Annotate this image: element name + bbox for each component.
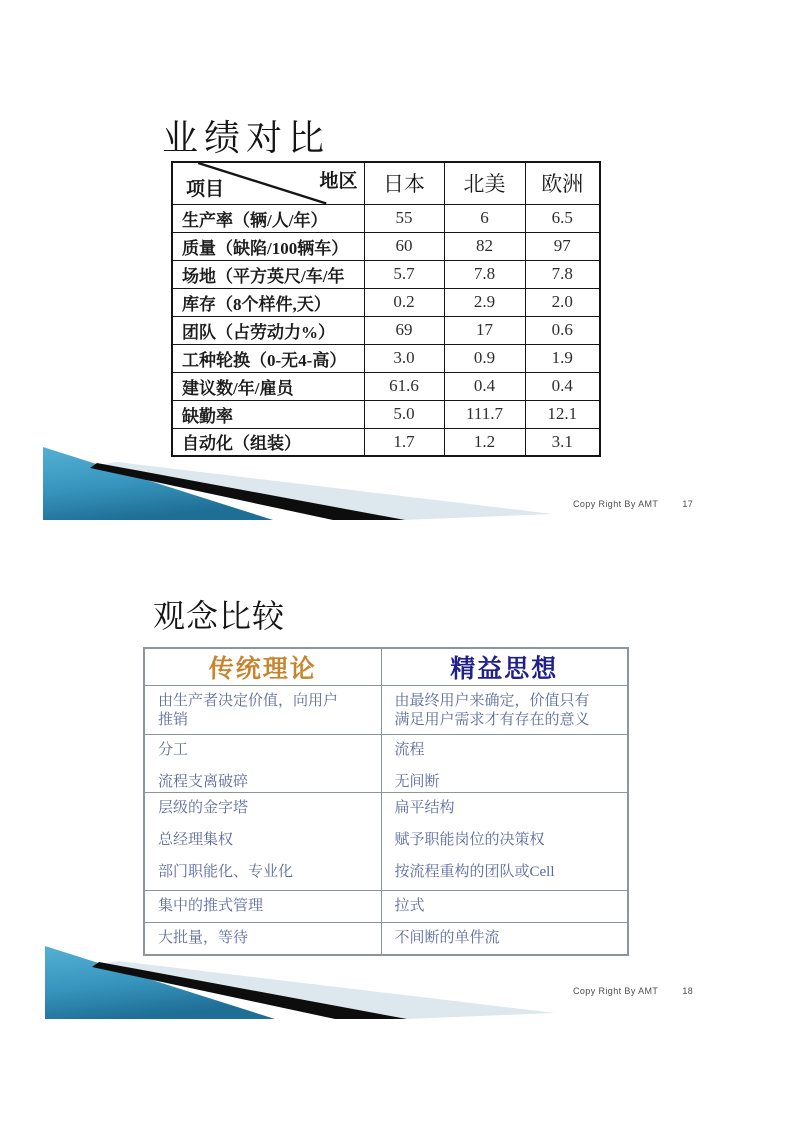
page-number: 17 (682, 499, 694, 509)
perf-row (172, 344, 600, 372)
slide1-footer (573, 499, 693, 509)
cell-text: 赋予职能岗位的决策权 (394, 832, 545, 848)
cell-text: 集中的推式管理 (158, 898, 264, 914)
value-cell: 2.9 (444, 288, 525, 316)
copyright-text: Copy Right By AMT (573, 499, 659, 509)
cell-text: 按流程重构的团队或Cell (394, 864, 555, 880)
value-cell: 60 (364, 232, 444, 260)
cell-text: 推销 (158, 712, 189, 728)
row-label: 库存（8个样件,天） (172, 288, 364, 316)
value-cell: 61.6 (364, 372, 444, 400)
row-label: 生产率（辆/人/年） (172, 204, 364, 232)
cell-text: 拉式 (394, 898, 425, 914)
slide2-footer (573, 986, 693, 996)
traditional-cell (144, 686, 381, 735)
table2-header-row (144, 648, 628, 686)
value-cell: 3.1 (525, 428, 600, 456)
value-cell: 55 (364, 204, 444, 232)
performance-comparison-table (171, 161, 601, 457)
value-cell: 17 (444, 316, 525, 344)
copyright-text: Copy Right By AMT (573, 986, 659, 996)
traditional-cell (144, 793, 381, 891)
slide1-corner-decoration (43, 446, 553, 520)
column-header-europe: 欧洲 (525, 162, 600, 204)
value-cell: 82 (444, 232, 525, 260)
value-cell: 0.4 (444, 372, 525, 400)
value-cell: 6.5 (525, 204, 600, 232)
perf-row (172, 316, 600, 344)
value-cell: 3.0 (364, 344, 444, 372)
lean-cell (381, 793, 628, 891)
value-cell: 12.1 (525, 400, 600, 428)
row-label: 建议数/年/雇员 (172, 372, 364, 400)
value-cell: 69 (364, 316, 444, 344)
perf-row (172, 288, 600, 316)
table1-header-row (172, 162, 600, 204)
cell-text: 流程 (394, 742, 425, 758)
cell-text: 层级的金字塔 (158, 800, 249, 816)
perf-row (172, 204, 600, 232)
cell-text: 部门职能化、专业化 (158, 864, 294, 880)
cell-text: 满足用户需求才有存在的意义 (394, 712, 590, 728)
perf-row (172, 260, 600, 288)
value-cell: 111.7 (444, 400, 525, 428)
concept-row (144, 891, 628, 923)
value-cell: 97 (525, 232, 600, 260)
slide2-corner-decoration (45, 945, 555, 1019)
value-cell: 7.8 (525, 260, 600, 288)
cell-text: 扁平结构 (394, 800, 455, 816)
lean-cell (381, 735, 628, 793)
value-cell: 0.2 (364, 288, 444, 316)
value-cell: 5.0 (364, 400, 444, 428)
lean-cell (381, 686, 628, 735)
perf-row (172, 232, 600, 260)
value-cell: 7.8 (444, 260, 525, 288)
column-header-namerica: 北美 (444, 162, 525, 204)
cell-text: 无间断 (394, 774, 440, 790)
cell-text: 分工 (158, 742, 189, 758)
value-cell: 0.9 (444, 344, 525, 372)
value-cell: 6 (444, 204, 525, 232)
cell-text: 总经理集权 (158, 832, 234, 848)
concept-row (144, 793, 628, 891)
traditional-cell (144, 735, 381, 793)
header-lean-thinking: 精益思想 (381, 648, 628, 686)
traditional-cell (144, 891, 381, 923)
value-cell: 0.6 (525, 316, 600, 344)
cell-text: 大批量，等待 (158, 930, 249, 946)
diagonal-wedges-graphic (43, 446, 553, 520)
perf-row (172, 400, 600, 428)
header-traditional-theory: 传统理论 (144, 648, 381, 686)
corner-label-region: 地区 (319, 171, 358, 192)
diagonal-wedges-graphic (45, 945, 555, 1019)
row-label: 自动化（组装） (172, 428, 364, 456)
page-number: 18 (682, 986, 694, 996)
table1-corner-cell (172, 162, 364, 204)
perf-row (172, 372, 600, 400)
lean-cell (381, 891, 628, 923)
cell-text: 不间断的单件流 (394, 930, 500, 946)
value-cell: 1.7 (364, 428, 444, 456)
cell-text: 由生产者决定价值，向用户 (158, 693, 339, 709)
cell-text: 由最终用户来确定，价值只有 (394, 693, 590, 709)
value-cell: 0.4 (525, 372, 600, 400)
row-label: 缺勤率 (172, 400, 364, 428)
slide1-title: 业绩对比 (162, 118, 331, 159)
corner-label-item: 项目 (186, 178, 225, 200)
concept-comparison-table (143, 647, 629, 956)
value-cell: 5.7 (364, 260, 444, 288)
row-label: 场地（平方英尺/车/年 (172, 260, 364, 288)
column-header-japan: 日本 (364, 162, 444, 204)
value-cell: 2.0 (525, 288, 600, 316)
value-cell: 1.9 (525, 344, 600, 372)
row-label: 团队（占劳动力%） (172, 316, 364, 344)
cell-text: 流程支离破碎 (158, 774, 249, 790)
concept-row (144, 735, 628, 793)
row-label: 质量（缺陷/100辆车） (172, 232, 364, 260)
row-label: 工种轮换（0-无4-高） (172, 344, 364, 372)
slide2-title: 观念比较 (153, 598, 286, 635)
value-cell: 1.2 (444, 428, 525, 456)
concept-row (144, 686, 628, 735)
